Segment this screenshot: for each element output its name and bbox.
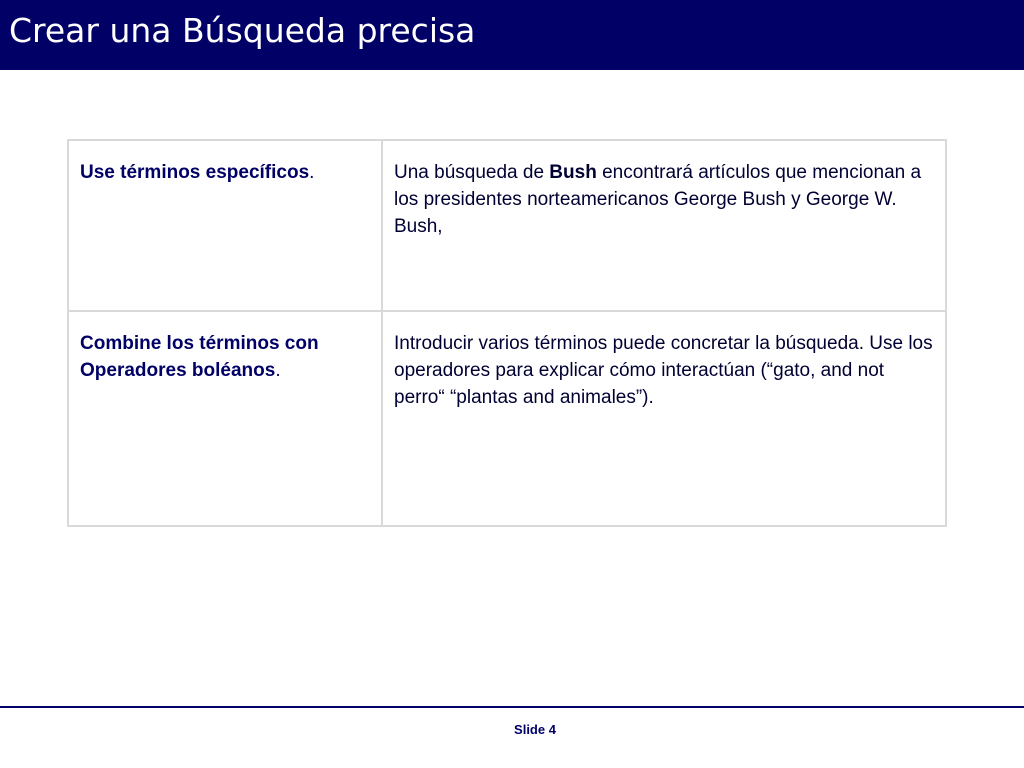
tip-description-cell — [382, 140, 946, 311]
tip-label-cell — [68, 311, 382, 526]
tip-label-cell — [68, 140, 382, 311]
tip-label-bold: Combine los términos con Operadores boléanos — [80, 333, 319, 381]
tip-desc-bold: Bush — [549, 162, 597, 183]
tip-desc-pre: Introducir varios términos puede concretar la búsqueda. Use los operadores para explicar cómo interactúan (“gato, and not perro“ “plantas and animales”). — [394, 333, 933, 408]
tip-desc-pre: Una búsqueda de — [394, 162, 550, 183]
tip-description-cell — [382, 311, 946, 526]
tip-label-bold: Use términos específicos — [80, 162, 310, 183]
table-row — [68, 140, 946, 311]
slide-title: Crear una Búsqueda precisa — [9, 11, 476, 50]
slide-number: Slide 4 — [514, 722, 556, 737]
tips-table — [67, 139, 947, 527]
tip-label-tail: . — [309, 162, 315, 183]
table-row — [68, 311, 946, 526]
title-bar — [0, 0, 1024, 70]
footer-divider — [0, 706, 1024, 708]
tip-desc-post: encontrará artículos que mencionan a los presidentes norteamericanos George Bush y George W. Bush, — [394, 162, 922, 237]
tip-label-tail: . — [275, 360, 281, 381]
